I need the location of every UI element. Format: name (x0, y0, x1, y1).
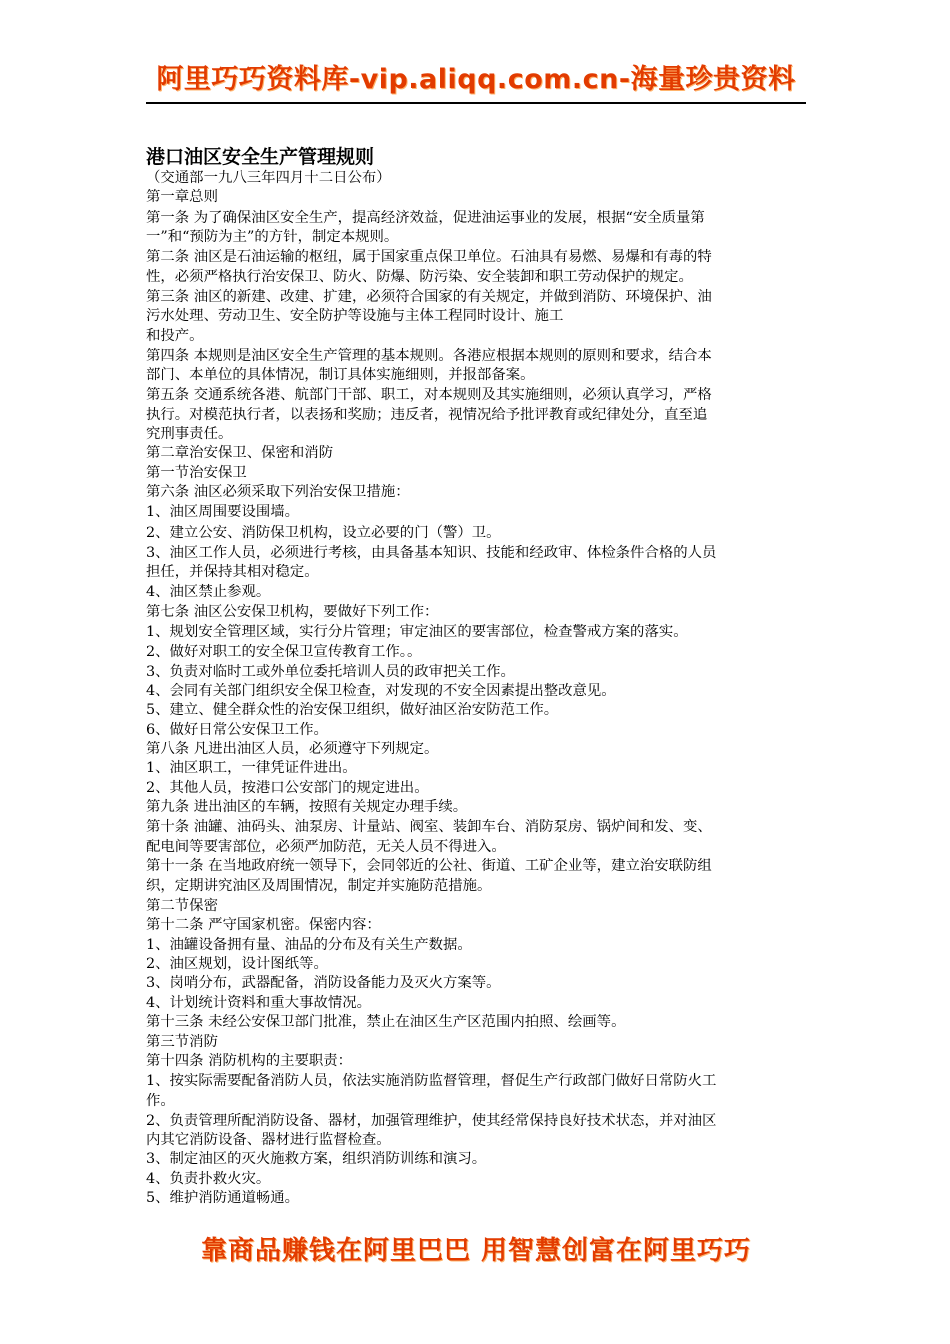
header-banner-text: 阿里巧巧资料库-vip.aliqq.com.cn-海量珍贵资料 (156, 64, 796, 95)
text-line: 第七条 油区公安保卫机构，要做好下列工作： (146, 603, 439, 620)
text-line: 2、其他人员，按港口公安部门的规定进出。 (146, 779, 429, 796)
text-line: 3、油区工作人员，必须进行考核，由具备基本知识、技能和经政审、体检条件合格的人员 (146, 544, 717, 561)
text-line: 第五条 交通系统各港、航部门干部、职工，对本规则及其实施细则，必须认真学习，严格 (146, 387, 712, 404)
text-line: 究刑事责任。 (146, 426, 233, 443)
text-line: 1、按实际需要配备消防人员，依法实施消防监督管理，督促生产行政部门做好日常防火工 (146, 1073, 717, 1090)
text-line: 担任，并保持其相对稳定。 (146, 564, 319, 581)
text-line: 第六条 油区必须采取下列治安保卫措施： (146, 484, 410, 501)
text-line: 配电间等要害部位，必须严加防范，无关人员不得进入。 (146, 838, 506, 855)
text-line: 1、油罐设备拥有量、油品的分布及有关生产数据。 (146, 936, 472, 953)
text-line: 4、油区禁止参观。 (146, 584, 271, 601)
text-line: 第十三条 未经公安保卫部门批准，禁止在油区生产区范围内拍照、绘画等。 (146, 1014, 626, 1031)
text-line: 作。 (146, 1092, 175, 1109)
text-line: 3、制定油区的灭火施救方案，组织消防训练和演习。 (146, 1151, 487, 1168)
text-line: 2、做好对职工的安全保卫宣传教育工作。。 (146, 644, 422, 661)
text-line: 6、做好日常公安保卫工作。 (146, 721, 328, 738)
text-line: 第十条 油罐、油码头、油泵房、计量站、阀室、装卸车台、消防泵房、锅炉间和发、变、 (146, 818, 712, 835)
text-line: 4、负责扑救火灾。 (146, 1170, 271, 1187)
text-line: 第九条 进出油区的车辆，按照有关规定办理手续。 (146, 799, 468, 816)
text-line: 第一条 为了确保油区安全生产，提高经济效益，促进油运事业的发展，根据“安全质量第 (146, 209, 705, 226)
document-body (146, 169, 810, 1208)
text-line: 第十四条 消防机构的主要职责： (146, 1052, 353, 1069)
text-line: 第一章总则 (146, 189, 218, 206)
text-line: 3、负责对临时工或外单位委托培训人员的政审把关工作。 (146, 663, 515, 680)
text-line: 2、建立公安、消防保卫机构，设立必要的门（警）卫。 (146, 524, 501, 541)
text-line: 第二条 油区是石油运输的枢纽，属于国家重点保卫单位。石油具有易燃、易爆和有毒的特 (146, 249, 712, 266)
text-line: 第一节治安保卫 (146, 464, 247, 481)
text-line: 第十一条 在当地政府统一领导下，会同邻近的公社、街道、工矿企业等，建立治安联防组 (146, 858, 712, 875)
text-line: 第四条 本规则是油区安全生产管理的基本规则。各港应根据本规则的原则和要求，结合本 (146, 347, 712, 364)
text-line: 3、岗哨分布，武器配备，消防设备能力及灭火方案等。 (146, 975, 501, 992)
text-line: 5、维护消防通道畅通。 (146, 1190, 300, 1207)
text-line: 第二节保密 (146, 897, 218, 914)
text-line: 1、规划安全管理区域，实行分片管理；审定油区的要害部位，检查警戒方案的落实。 (146, 623, 688, 640)
footer-banner: 靠商品赚钱在阿里巴巴 用智慧创富在阿里巧巧 (200, 1236, 752, 1266)
text-line: 2、油区规划，设计图纸等。 (146, 955, 328, 972)
text-line: 第三条 油区的新建、改建、扩建，必须符合国家的有关规定，并做到消防、环境保护、油 (146, 288, 712, 305)
text-line: 和投产。 (146, 327, 204, 344)
text-line: 4、会同有关部门组织安全保卫检查，对发现的不安全因素提出整改意见。 (146, 682, 616, 699)
text-line: 1、油区职工，一律凭证件进出。 (146, 760, 357, 777)
text-line: （交通部一九八三年四月十二日公布） (146, 170, 391, 186)
text-line: 第三节消防 (146, 1033, 218, 1050)
text-line: 内其它消防设备、器材进行监督检查。 (146, 1132, 391, 1149)
text-line: 4、计划统计资料和重大事故情况。 (146, 994, 372, 1011)
text-line: 性，必须严格执行治安保卫、防火、防爆、防污染、安全装卸和职工劳动保护的规定。 (146, 268, 693, 285)
text-line: 第八条 凡进出油区人员，必须遵守下列规定。 (146, 741, 439, 758)
text-line: 部门、本单位的具体情况，制订具体实施细则，并报部备案。 (146, 367, 535, 384)
text-line: 5、建立、健全群众性的治安保卫组织，做好油区治安防范工作。 (146, 702, 559, 719)
text-line: 2、负责管理所配消防设备、器材，加强管理维护，使其经常保持良好技术状态，并对油区 (146, 1112, 717, 1129)
text-line: 第十二条 严守国家机密。保密内容： (146, 917, 381, 934)
text-line: 污水处理、劳动卫生、安全防护等设施与主体工程同时设计、施工 (146, 308, 564, 325)
text-line: 一”和“预防为主”的方针，制定本规则。 (146, 228, 399, 245)
text-line: 1、油区周围要设围墙。 (146, 504, 300, 521)
text-line: 织，定期讲究油区及周围情况，制定并实施防范措施。 (146, 878, 492, 895)
text-line: 执行。对模范执行者，以表扬和奖励；违反者，视情况给予批评教育或纪律处分，直至追 (146, 406, 708, 423)
text-line: 第二章治安保卫、保密和消防 (146, 445, 334, 462)
header-banner (146, 60, 806, 104)
document-title: 港口油区安全生产管理规则 (146, 146, 375, 168)
